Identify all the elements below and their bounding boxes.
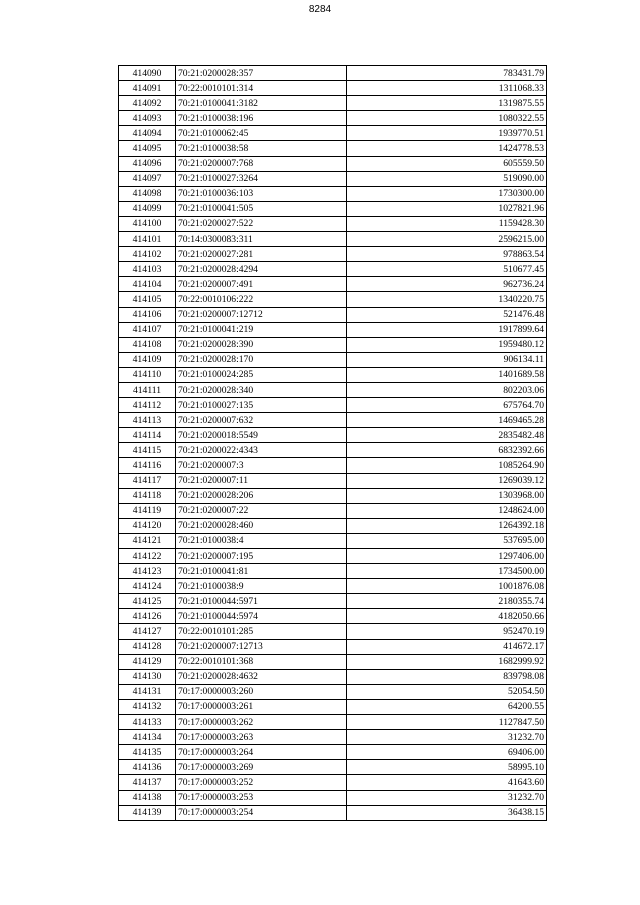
value-cell: 414672.17: [347, 639, 547, 654]
table-row: [119, 684, 547, 699]
cadastral-number-cell: 70:21:0100041:3182: [176, 96, 347, 111]
cadastral-number-cell: 70:21:0200028:460: [176, 518, 347, 533]
value-cell: 1269039.12: [347, 473, 547, 488]
row-number-cell: 414095: [119, 141, 176, 156]
cadastral-number-cell: 70:21:0100027:3264: [176, 171, 347, 186]
value-cell: 1959480.12: [347, 337, 547, 352]
cadastral-number-cell: 70:21:0100036:103: [176, 186, 347, 201]
cadastral-number-cell: 70:21:0200022:4343: [176, 443, 347, 458]
row-number-cell: 414123: [119, 564, 176, 579]
table-row: [119, 488, 547, 503]
value-cell: 783431.79: [347, 66, 547, 81]
cadastral-number-cell: 70:22:0010106:222: [176, 292, 347, 307]
table-row: [119, 382, 547, 397]
value-cell: 6832392.66: [347, 443, 547, 458]
cadastral-number-cell: 70:21:0100038:9: [176, 579, 347, 594]
cadastral-number-cell: 70:21:0100044:5971: [176, 594, 347, 609]
value-cell: 675764.70: [347, 398, 547, 413]
table-row: [119, 111, 547, 126]
cadastral-number-cell: 70:17:0000003:262: [176, 715, 347, 730]
value-cell: 1159428.30: [347, 216, 547, 231]
cadastral-number-cell: 70:21:0200028:4294: [176, 262, 347, 277]
value-cell: 1424778.53: [347, 141, 547, 156]
cadastral-number-cell: 70:21:0200018:5549: [176, 428, 347, 443]
row-number-cell: 414111: [119, 382, 176, 397]
value-cell: 1319875.55: [347, 96, 547, 111]
row-number-cell: 414129: [119, 654, 176, 669]
cadastral-number-cell: 70:21:0200028:340: [176, 382, 347, 397]
row-number-cell: 414113: [119, 413, 176, 428]
value-cell: 1264392.18: [347, 518, 547, 533]
value-cell: 1311068.33: [347, 81, 547, 96]
table-row: [119, 458, 547, 473]
registry-table-body: [119, 66, 547, 821]
table-row: [119, 549, 547, 564]
value-cell: 1939770.51: [347, 126, 547, 141]
table-row: [119, 201, 547, 216]
cadastral-number-cell: 70:17:0000003:263: [176, 730, 347, 745]
row-number-cell: 414124: [119, 579, 176, 594]
value-cell: 537695.00: [347, 533, 547, 548]
row-number-cell: 414118: [119, 488, 176, 503]
cadastral-number-cell: 70:21:0200007:195: [176, 549, 347, 564]
value-cell: 962736.24: [347, 277, 547, 292]
row-number-cell: 414105: [119, 292, 176, 307]
cadastral-number-cell: 70:21:0200007:491: [176, 277, 347, 292]
page-number: 8284: [308, 4, 332, 15]
value-cell: 2596215.00: [347, 232, 547, 247]
cadastral-number-cell: 70:21:0200028:357: [176, 66, 347, 81]
value-cell: 1401689.58: [347, 367, 547, 382]
row-number-cell: 414110: [119, 367, 176, 382]
table-row: [119, 337, 547, 352]
value-cell: 1917899.64: [347, 322, 547, 337]
row-number-cell: 414109: [119, 352, 176, 367]
row-number-cell: 414115: [119, 443, 176, 458]
table-row: [119, 66, 547, 81]
table-row: [119, 398, 547, 413]
row-number-cell: 414132: [119, 699, 176, 714]
value-cell: 31232.70: [347, 790, 547, 805]
table-row: [119, 81, 547, 96]
row-number-cell: 414112: [119, 398, 176, 413]
row-number-cell: 414104: [119, 277, 176, 292]
table-row: [119, 186, 547, 201]
value-cell: 41643.60: [347, 775, 547, 790]
value-cell: 1734500.00: [347, 564, 547, 579]
row-number-cell: 414093: [119, 111, 176, 126]
value-cell: 906134.11: [347, 352, 547, 367]
cadastral-number-cell: 70:21:0200028:390: [176, 337, 347, 352]
cadastral-number-cell: 70:21:0100027:135: [176, 398, 347, 413]
value-cell: 64200.55: [347, 699, 547, 714]
row-number-cell: 414099: [119, 201, 176, 216]
table-row: [119, 624, 547, 639]
value-cell: 1001876.08: [347, 579, 547, 594]
table-row: [119, 533, 547, 548]
table-row: [119, 730, 547, 745]
table-row: [119, 715, 547, 730]
table-row: [119, 216, 547, 231]
value-cell: 1303968.00: [347, 488, 547, 503]
value-cell: 69406.00: [347, 745, 547, 760]
value-cell: 952470.19: [347, 624, 547, 639]
table-row: [119, 775, 547, 790]
table-row: [119, 413, 547, 428]
table-row: [119, 594, 547, 609]
table-row: [119, 322, 547, 337]
row-number-cell: 414133: [119, 715, 176, 730]
row-number-cell: 414120: [119, 518, 176, 533]
row-number-cell: 414125: [119, 594, 176, 609]
row-number-cell: 414106: [119, 307, 176, 322]
cadastral-number-cell: 70:21:0200027:281: [176, 247, 347, 262]
table-row: [119, 141, 547, 156]
value-cell: 1127847.50: [347, 715, 547, 730]
cadastral-number-cell: 70:21:0200027:522: [176, 216, 347, 231]
value-cell: 1027821.96: [347, 201, 547, 216]
value-cell: 1080322.55: [347, 111, 547, 126]
value-cell: 1297406.00: [347, 549, 547, 564]
cadastral-number-cell: 70:21:0100038:196: [176, 111, 347, 126]
table-row: [119, 790, 547, 805]
row-number-cell: 414131: [119, 684, 176, 699]
row-number-cell: 414091: [119, 81, 176, 96]
table-row: [119, 760, 547, 775]
cadastral-number-cell: 70:21:0200007:3: [176, 458, 347, 473]
row-number-cell: 414116: [119, 458, 176, 473]
cadastral-number-cell: 70:17:0000003:252: [176, 775, 347, 790]
row-number-cell: 414102: [119, 247, 176, 262]
value-cell: 605559.50: [347, 156, 547, 171]
value-cell: 36438.15: [347, 805, 547, 820]
table-row: [119, 262, 547, 277]
row-number-cell: 414119: [119, 503, 176, 518]
cadastral-number-cell: 70:17:0000003:269: [176, 760, 347, 775]
table-row: [119, 443, 547, 458]
row-number-cell: 414098: [119, 186, 176, 201]
table-row: [119, 247, 547, 262]
row-number-cell: 414122: [119, 549, 176, 564]
row-number-cell: 414134: [119, 730, 176, 745]
value-cell: 519090.00: [347, 171, 547, 186]
cadastral-number-cell: 70:17:0000003:264: [176, 745, 347, 760]
table-row: [119, 428, 547, 443]
table-row: [119, 518, 547, 533]
row-number-cell: 414100: [119, 216, 176, 231]
row-number-cell: 414092: [119, 96, 176, 111]
table-row: [119, 156, 547, 171]
cadastral-number-cell: 70:21:0200028:206: [176, 488, 347, 503]
table-row: [119, 277, 547, 292]
value-cell: 510677.45: [347, 262, 547, 277]
table-row: [119, 669, 547, 684]
row-number-cell: 414114: [119, 428, 176, 443]
cadastral-number-cell: 70:22:0010101:368: [176, 654, 347, 669]
cadastral-number-cell: 70:21:0100038:4: [176, 533, 347, 548]
row-number-cell: 414130: [119, 669, 176, 684]
cadastral-number-cell: 70:21:0200028:170: [176, 352, 347, 367]
value-cell: 58995.10: [347, 760, 547, 775]
table-row: [119, 292, 547, 307]
value-cell: 1730300.00: [347, 186, 547, 201]
cadastral-number-cell: 70:21:0100041:219: [176, 322, 347, 337]
row-number-cell: 414121: [119, 533, 176, 548]
value-cell: 1340220.75: [347, 292, 547, 307]
row-number-cell: 414097: [119, 171, 176, 186]
row-number-cell: 414138: [119, 790, 176, 805]
cadastral-number-cell: 70:17:0000003:260: [176, 684, 347, 699]
table-row: [119, 654, 547, 669]
value-cell: 839798.08: [347, 669, 547, 684]
registry-table: [118, 65, 547, 821]
value-cell: 1085264.90: [347, 458, 547, 473]
cadastral-number-cell: 70:17:0000003:254: [176, 805, 347, 820]
cadastral-number-cell: 70:21:0200007:632: [176, 413, 347, 428]
table-row: [119, 171, 547, 186]
cadastral-number-cell: 70:21:0200028:4632: [176, 669, 347, 684]
value-cell: 2835482.48: [347, 428, 547, 443]
value-cell: 802203.06: [347, 382, 547, 397]
value-cell: 1248624.00: [347, 503, 547, 518]
row-number-cell: 414108: [119, 337, 176, 352]
table-row: [119, 609, 547, 624]
cadastral-number-cell: 70:21:0100041:505: [176, 201, 347, 216]
value-cell: 2180355.74: [347, 594, 547, 609]
cadastral-number-cell: 70:21:0200007:768: [176, 156, 347, 171]
table-row: [119, 307, 547, 322]
value-cell: 31232.70: [347, 730, 547, 745]
cadastral-number-cell: 70:21:0200007:11: [176, 473, 347, 488]
cadastral-number-cell: 70:21:0200007:22: [176, 503, 347, 518]
table-row: [119, 639, 547, 654]
value-cell: 978863.54: [347, 247, 547, 262]
cadastral-number-cell: 70:21:0100044:5974: [176, 609, 347, 624]
table-row: [119, 367, 547, 382]
cadastral-number-cell: 70:21:0200007:12712: [176, 307, 347, 322]
row-number-cell: 414126: [119, 609, 176, 624]
value-cell: 4182050.66: [347, 609, 547, 624]
table-row: [119, 473, 547, 488]
cadastral-number-cell: 70:17:0000003:253: [176, 790, 347, 805]
table-row: [119, 699, 547, 714]
row-number-cell: 414117: [119, 473, 176, 488]
row-number-cell: 414101: [119, 232, 176, 247]
table-row: [119, 96, 547, 111]
table-row: [119, 126, 547, 141]
cadastral-number-cell: 70:21:0100038:58: [176, 141, 347, 156]
cadastral-number-cell: 70:21:0100041:81: [176, 564, 347, 579]
cadastral-number-cell: 70:21:0100024:285: [176, 367, 347, 382]
row-number-cell: 414137: [119, 775, 176, 790]
table-row: [119, 579, 547, 594]
table-row: [119, 352, 547, 367]
row-number-cell: 414135: [119, 745, 176, 760]
cadastral-number-cell: 70:17:0000003:261: [176, 699, 347, 714]
row-number-cell: 414107: [119, 322, 176, 337]
row-number-cell: 414090: [119, 66, 176, 81]
table-row: [119, 232, 547, 247]
row-number-cell: 414103: [119, 262, 176, 277]
value-cell: 521476.48: [347, 307, 547, 322]
row-number-cell: 414139: [119, 805, 176, 820]
cadastral-number-cell: 70:22:0010101:285: [176, 624, 347, 639]
cadastral-number-cell: 70:21:0100062:45: [176, 126, 347, 141]
cadastral-number-cell: 70:14:0300083:311: [176, 232, 347, 247]
cadastral-number-cell: 70:22:0010101:314: [176, 81, 347, 96]
table-row: [119, 503, 547, 518]
row-number-cell: 414136: [119, 760, 176, 775]
row-number-cell: 414094: [119, 126, 176, 141]
row-number-cell: 414127: [119, 624, 176, 639]
value-cell: 1469465.28: [347, 413, 547, 428]
cadastral-number-cell: 70:21:0200007:12713: [176, 639, 347, 654]
value-cell: 1682999.92: [347, 654, 547, 669]
table-row: [119, 564, 547, 579]
row-number-cell: 414096: [119, 156, 176, 171]
table-row: [119, 745, 547, 760]
value-cell: 52054.50: [347, 684, 547, 699]
table-row: [119, 805, 547, 820]
row-number-cell: 414128: [119, 639, 176, 654]
